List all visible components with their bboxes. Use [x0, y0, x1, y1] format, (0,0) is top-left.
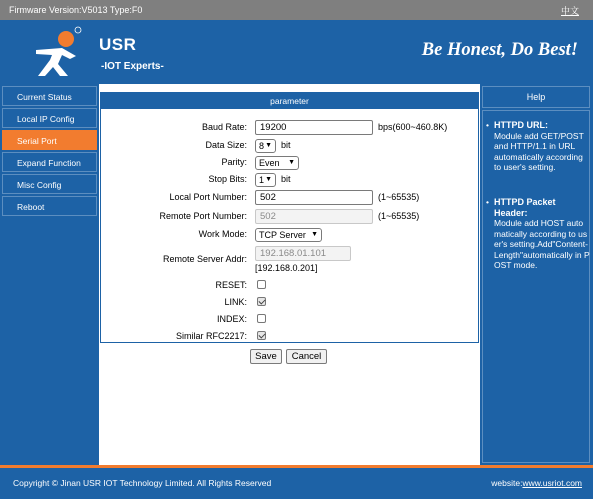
- parameter-header: parameter: [101, 93, 478, 109]
- parity-label: Parity:: [221, 157, 247, 167]
- remote-server-addr-current: [192.168.0.201]: [255, 263, 318, 273]
- help-item-text: Module add GET/POST and HTTP/1.1 in URL automatically according to user's setting.: [494, 130, 584, 172]
- remote-port-input[interactable]: 502: [255, 209, 373, 224]
- remote-port-range: (1~65535): [378, 211, 420, 221]
- index-label: INDEX:: [216, 314, 247, 324]
- brand-tagline: -IOT Experts-: [101, 61, 164, 72]
- save-button[interactable]: Save: [250, 349, 282, 364]
- main-area: [0, 84, 593, 465]
- sidebar-item-serial-port[interactable]: Serial Port: [2, 130, 97, 150]
- footer: [0, 468, 593, 499]
- copyright-text: Copyright © Jinan USR IOT Technology Limited. All Rights Reserved: [13, 478, 272, 488]
- stop-bits-label: Stop Bits:: [208, 174, 247, 184]
- header: [0, 20, 593, 84]
- sidebar-item-local-ip-config[interactable]: Local IP Config: [2, 108, 97, 128]
- local-port-label: Local Port Number:: [169, 192, 247, 202]
- brand-name: USR: [99, 35, 137, 54]
- parity-value: Even: [259, 158, 280, 168]
- website-info: [491, 478, 582, 488]
- top-bar: [0, 0, 593, 20]
- chevron-down-icon: ▼: [288, 159, 295, 166]
- help-item-httpd-packet-header: [486, 197, 590, 271]
- remote-server-addr-label: Remote Server Addr:: [162, 254, 247, 264]
- parity-select[interactable]: [255, 156, 299, 170]
- remote-port-label: Remote Port Number:: [159, 211, 247, 221]
- help-panel: [480, 84, 593, 465]
- help-item-httpd-url: [486, 120, 590, 173]
- work-mode-value: TCP Server: [259, 230, 306, 240]
- link-checkbox[interactable]: [257, 297, 266, 306]
- help-title: Help: [482, 86, 590, 108]
- sidebar-item-current-status[interactable]: Current Status: [2, 86, 97, 106]
- stop-bits-unit: bit: [281, 174, 291, 184]
- data-size-label: Data Size:: [205, 140, 247, 150]
- index-checkbox[interactable]: [257, 314, 266, 323]
- chevron-down-icon: ▼: [311, 231, 318, 238]
- sidebar-item-misc-config[interactable]: Misc Config: [2, 174, 97, 194]
- slogan: Be Honest, Do Best!: [421, 40, 578, 60]
- data-size-unit: bit: [281, 140, 291, 150]
- help-item-title: HTTPD URL:: [494, 120, 548, 130]
- parameter-panel: [100, 92, 479, 343]
- rfc2217-label: Similar RFC2217:: [175, 331, 247, 341]
- baud-rate-input[interactable]: 19200: [255, 120, 373, 135]
- language-link[interactable]: 中文: [560, 6, 579, 16]
- website-link[interactable]: www.usriot.com: [522, 478, 582, 488]
- usr-person-logo-icon: [32, 26, 82, 78]
- chevron-down-icon: ▼: [265, 142, 272, 149]
- stop-bits-select[interactable]: [255, 173, 276, 187]
- sidebar-item-expand-function[interactable]: Expand Function: [2, 152, 97, 172]
- bullet-icon: •: [486, 120, 489, 130]
- firmware-version: Firmware Version:V5013 Type:F0: [9, 5, 143, 15]
- baud-rate-label: Baud Rate:: [201, 122, 247, 132]
- sidebar-item-reboot[interactable]: Reboot: [2, 196, 97, 216]
- cancel-button[interactable]: Cancel: [286, 349, 327, 364]
- work-mode-label: Work Mode:: [198, 229, 247, 239]
- website-label: website:: [491, 478, 523, 488]
- rfc2217-checkbox[interactable]: [257, 331, 266, 340]
- help-item-text: Module add HOST automatically according to user's setting.Add"Content-Length"automatically in POST mode.: [494, 218, 590, 270]
- data-size-value: 8: [259, 141, 265, 151]
- help-item-title: HTTPD Packet Header:: [494, 197, 556, 218]
- reset-label: RESET:: [215, 280, 247, 290]
- data-size-select[interactable]: [255, 139, 276, 153]
- bullet-icon: •: [486, 197, 489, 207]
- baud-rate-unit: bps(600~460.8K): [378, 122, 448, 132]
- remote-server-addr-input[interactable]: 192.168.01.101: [255, 246, 351, 261]
- help-body: [482, 110, 590, 463]
- link-label: LINK:: [224, 297, 247, 307]
- content-panel: [99, 84, 480, 465]
- work-mode-select[interactable]: [255, 228, 322, 242]
- local-port-range: (1~65535): [378, 192, 420, 202]
- chevron-down-icon: ▼: [265, 176, 272, 183]
- reset-checkbox[interactable]: [257, 280, 266, 289]
- stop-bits-value: 1: [259, 175, 265, 185]
- local-port-input[interactable]: 502: [255, 190, 373, 205]
